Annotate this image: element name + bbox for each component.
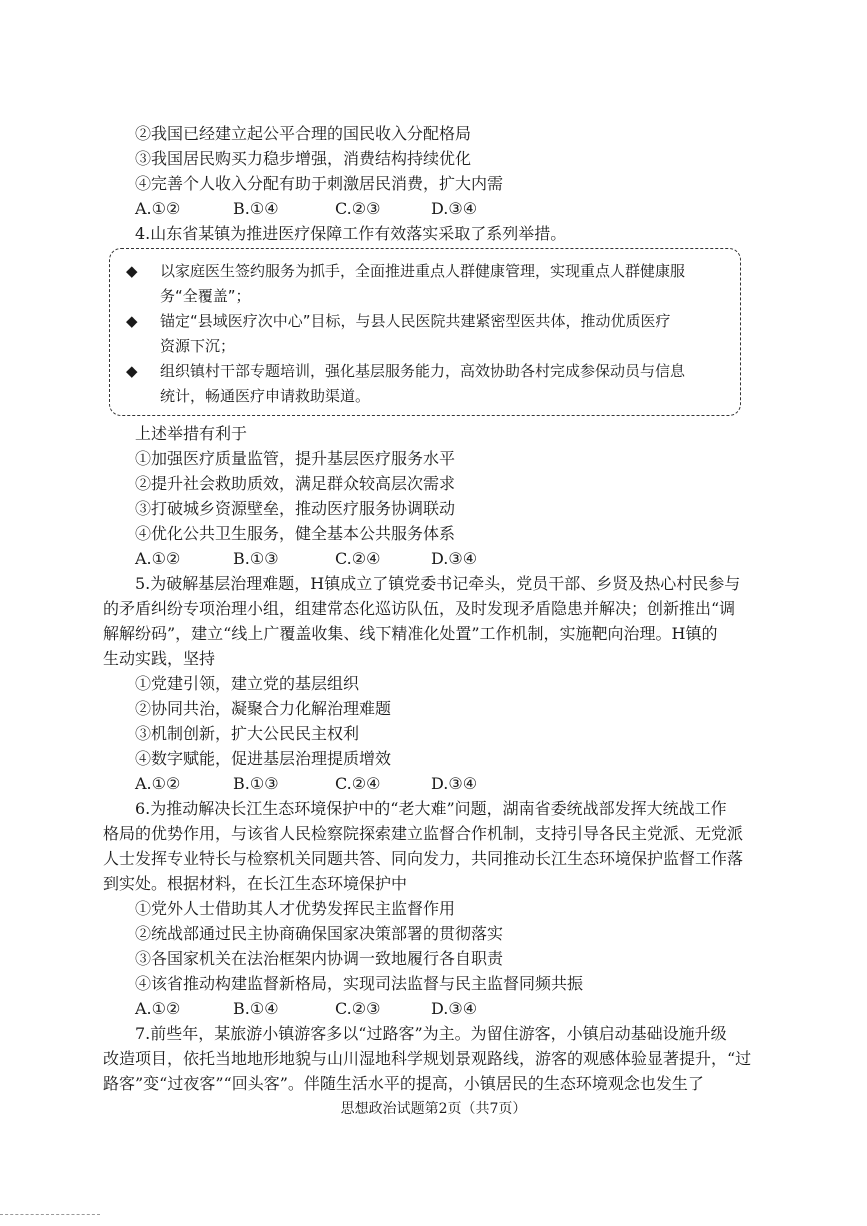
q3-item-2: ②我国已经建立起公平合理的国民收入分配格局 [135,124,472,143]
q4-item-1: ①加强医疗质量监管，提升基层医疗服务水平 [135,449,456,468]
bullet-diamond-icon: ◆ [126,262,138,280]
q6-option-a: A.①② [135,999,181,1018]
q5-stem-line-2: 的矛盾纠纷专项治理小组，组建常态化巡访队伍，及时发现矛盾隐患并解决；创新推出“调 [103,599,736,618]
q4-option-d: D.③④ [431,549,478,568]
q5-option-c: C.②④ [335,774,381,793]
q5-item-3: ③机制创新，扩大公民民主权利 [135,724,360,743]
q4-item-4: ④优化公共卫生服务，健全基本公共服务体系 [135,524,456,543]
q5-option-b: B.①③ [233,774,279,793]
q3-option-c: C.②③ [335,199,381,218]
scan-edge-divider [0,1214,100,1215]
q6-option-b: B.①④ [233,999,279,1018]
q6-stem-line-2: 格局的优势作用，与该省人民检察院探索建立监督合作机制，支持引导各民主党派、无党派 [103,824,744,843]
q4-item-3: ③打破城乡资源壁垒，推动医疗服务协调联动 [135,499,456,518]
q4-bullet-2-line-1: 锚定“县域医疗次中心”目标，与县人民医院共建紧密型医共体，推动优质医疗 [160,312,671,330]
q4-option-c: C.②④ [335,549,381,568]
q7-stem-line-2: 改造项目，依托当地地形地貌与山川湿地科学规划景观路线，游客的观感体验显著提升，“过 [103,1049,752,1068]
q6-item-1: ①党外人士借助其人才优势发挥民主监督作用 [135,899,456,918]
q4-lead: 上述举措有利于 [135,424,248,443]
q5-item-2: ②协同共治，凝聚合力化解治理难题 [135,699,392,718]
q3-option-a: A.①② [135,199,181,218]
q5-stem-line-4: 生动实践，坚持 [103,649,216,668]
q4-bullet-1-line-2: 务“全覆盖”； [160,287,251,305]
q3-item-3: ③我国居民购买力稳步增强，消费结构持续优化 [135,149,472,168]
q4-bullet-1-line-1: 以家庭医生签约服务为抓手，全面推进重点人群健康管理，实现重点人群健康服 [160,262,686,280]
q6-item-2: ②统战部通过民主协商确保国家决策部署的贯彻落实 [135,924,504,943]
q6-item-3: ③各国家机关在法治框架内协调一致地履行各自职责 [135,949,504,968]
q7-stem-line-1: 7.前些年，某旅游小镇游客多以“过路客”为主。为留住游客，小镇启动基础设施升级 [135,1024,727,1043]
q5-item-4: ④数字赋能，促进基层治理提质增效 [135,749,392,768]
q4-item-2: ②提升社会救助质效，满足群众较高层次需求 [135,474,456,493]
q4-bullet-3-line-2: 统计，畅通医疗申请救助渠道。 [160,387,371,405]
q5-stem-line-1: 5.为破解基层治理难题，H镇成立了镇党委书记牵头，党员干部、乡贤及热心村民参与 [135,574,741,593]
q3-option-b: B.①④ [233,199,279,218]
q4-option-b: B.①③ [233,549,279,568]
page-footer: 思想政治试题第2页（共7页） [340,1101,527,1117]
q4-option-a: A.①② [135,549,181,568]
q3-option-d: D.③④ [431,199,478,218]
q4-stem: 4.山东省某镇为推进医疗保障工作有效落实采取了系列举措。 [135,224,567,243]
q4-bullet-3-line-1: 组织镇村干部专题培训，强化基层服务能力，高效协助各村完成参保动员与信息 [160,362,686,380]
q6-stem-line-3: 人士发挥专业特长与检察机关同题共答、同向发力，共同推动长江生态环境保护监督工作落 [103,849,744,868]
q4-bullet-2-line-2: 资源下沉； [160,337,236,355]
bullet-diamond-icon: ◆ [126,312,138,330]
q3-item-4: ④完善个人收入分配有助于刺激居民消费，扩大内需 [135,174,504,193]
q6-option-d: D.③④ [431,999,478,1018]
q5-stem-line-3: 解解纷码”，建立“线上广覆盖收集、线下精准化处置”工作机制，实施靶向治理。H镇的 [103,624,718,643]
q5-item-1: ①党建引领，建立党的基层组织 [135,674,360,693]
q6-stem-line-1: 6.为推动解决长江生态环境保护中的“老大难”问题，湖南省委统战部发挥大统战工作 [135,799,727,818]
q6-option-c: C.②③ [335,999,381,1018]
q6-stem-line-4: 到实处。根据材料，在长江生态环境保护中 [103,874,408,893]
q6-item-4: ④该省推动构建监督新格局，实现司法监督与民主监督同频共振 [135,974,584,993]
bullet-diamond-icon: ◆ [126,362,138,380]
q5-option-a: A.①② [135,774,181,793]
q7-stem-line-3: 路客”变“过夜客”“回头客”。伴随生活水平的提高，小镇居民的生态环境观念也发生了 [103,1074,704,1093]
q5-option-d: D.③④ [431,774,478,793]
